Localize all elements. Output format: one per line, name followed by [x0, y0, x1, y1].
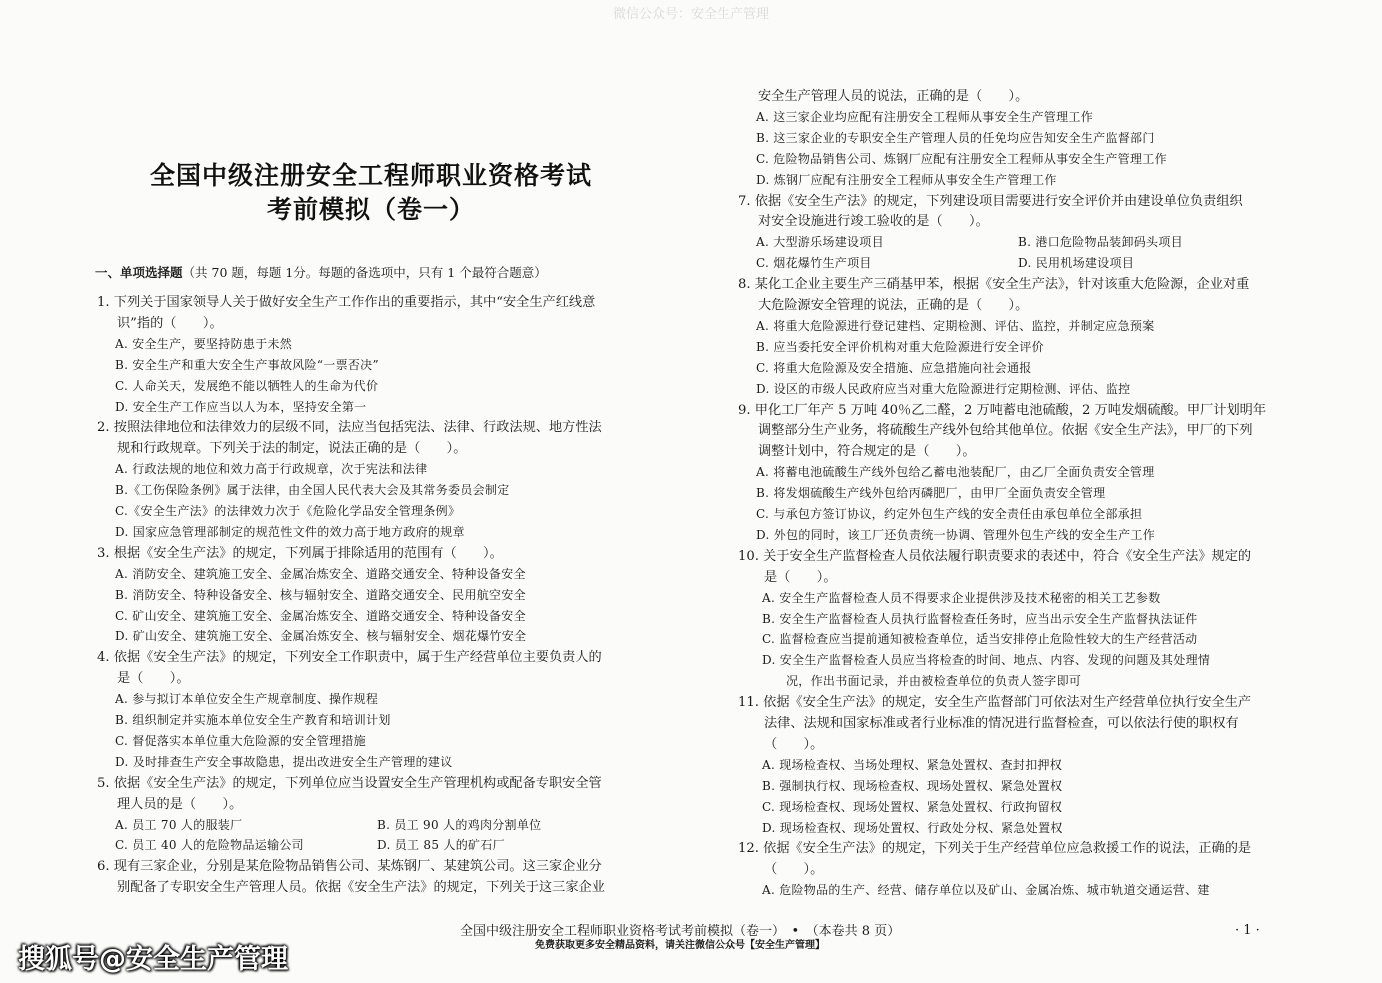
question-text: 2. 按照法律地位和法律效力的层级不同，法应当包括宪法、法律、行政法规、地方性法	[97, 420, 602, 436]
answer-option: C. 与承包方签订协议，约定外包生产线的安全责任由承包单位全部承担	[756, 507, 1143, 521]
page-number: · 1 ·	[1235, 923, 1260, 938]
answer-option: B. 这三家企业的专职安全生产管理人员的任免均应告知安全生产监督部门	[756, 130, 1155, 145]
answer-option: D. 员工 85 人的矿石厂	[377, 838, 505, 853]
answer-option: A. 将蓄电池硫酸生产线外包给乙蓄电池装配厂，由乙厂全面负责安全管理	[756, 465, 1155, 480]
answer-option: C. 矿山安全、建筑施工安全、金属冶炼安全、道路交通安全、特种设备安全	[115, 608, 526, 623]
answer-option: C. 督促落实本单位重大危险源的安全管理措施	[115, 733, 366, 748]
answer-option: B. 员工 90 人的鸡肉分割单位	[377, 817, 542, 832]
footer-note: 免费获取更多安全精品资料，请关注微信公众号【安全生产管理】	[535, 940, 825, 951]
answer-option: A. 参与拟订本单位安全生产规章制度、操作规程	[115, 692, 379, 707]
question-text: 是（ ）。	[764, 569, 837, 585]
answer-option: A. 安全生产监督检查人员不得要求企业提供涉及技术秘密的相关工艺参数	[762, 590, 1161, 605]
answer-option: D. 矿山安全、建筑施工安全、金属冶炼安全、核与辐射安全、烟花爆竹安全	[115, 629, 527, 644]
question-text: 是（ ）。	[117, 671, 190, 687]
question-text: 3. 根据《安全生产法》的规定，下列属于排除适用的范围有（ ）。	[97, 545, 503, 561]
answer-option: D. 安全生产监督检查人员应当将检查的时间、地点、内容、发现的问题及其处理情	[762, 653, 1211, 668]
question-text: 6. 现有三家企业，分别是某危险物品销售公司、某炼钢厂、某建筑公司。这三家企业分	[97, 859, 602, 875]
question-text: 10. 关于安全生产监督检查人员依法履行职责要求的表述中，符合《安全生产法》规定的	[738, 548, 1252, 564]
answer-option: D. 国家应急管理部制定的规范性文件的效力高于地方政府的规章	[115, 524, 465, 539]
answer-option: B. 安全生产监督检查人员执行监督检查任务时，应当出示安全生产监督执法证件	[762, 611, 1198, 626]
answer-option: D. 设区的市级人民政府应当对重大危险源进行定期检测、评估、监控	[756, 381, 1131, 396]
answer-option: B. 强制执行权、现场检查权、现场处置权、紧急处置权	[762, 778, 1063, 793]
answer-option: B. 将发烟硫酸生产线外包给丙磷肥厂，由甲厂全面负责安全管理	[756, 486, 1106, 501]
question-text: 安全生产管理人员的说法，正确的是（ ）。	[758, 89, 1029, 104]
answer-option: A. 现场检查权、当场处理权、紧急处置权、查封扣押权	[762, 757, 1063, 772]
page-title-line-2: 考前模拟（卷一）	[266, 195, 475, 224]
question-text: 对安全设施进行竣工验收的是（ ）。	[758, 214, 989, 230]
answer-option: B. 组织制定并实施本单位安全生产教育和培训计划	[115, 713, 391, 727]
question-text: 7. 依据《安全生产法》的规定，下列建设项目需要进行安全评价并由建设单位负责组织	[738, 193, 1243, 209]
answer-option: A. 大型游乐场建设项目	[756, 235, 884, 250]
question-text: 大危险源安全管理的说法，正确的是（ ）。	[758, 298, 1029, 313]
section-heading	[95, 263, 547, 281]
question-text: 调整计划中，符合规定的是（ ）。	[758, 444, 976, 460]
question-text: （ ）。	[764, 862, 824, 878]
question-text: 5. 依据《安全生产法》的规定，下列单位应当设置安全生产管理机构或配备专职安全管	[97, 775, 602, 791]
question-text: 11. 依据《安全生产法》的规定，安全生产监督部门可依法对生产经营单位执行安全生产	[738, 695, 1252, 711]
question-text: 理人员的是（ ）。	[117, 796, 243, 812]
answer-option: A. 将重大危险源进行登记建档、定期检测、评估、监控，并制定应急预案	[756, 318, 1155, 333]
answer-option: C.《安全生产法》的法律效力次于《危险化学品安全管理条例》	[115, 504, 461, 518]
question-text: 1. 下列关于国家领导人关于做好安全生产工作作出的重要指示，其中“安全生产红线意	[97, 295, 596, 310]
question-text: 法律、法规和国家标准或者行业标准的情况进行监督检查，可以依法行使的职权有	[764, 716, 1239, 731]
answer-option: D. 及时排查生产安全事故隐患，提出改进安全生产管理的建议	[115, 754, 453, 769]
question-text: 识”指的（ ）。	[117, 315, 223, 331]
section-heading-note: （共 70 题，每题 1分。每题的备选项中，只有 1 个最符合题意）	[182, 265, 547, 280]
answer-option: B. 港口危险物品装卸码头项目	[1018, 235, 1183, 250]
answer-option: D. 炼钢厂应配有注册安全工程师从事安全生产管理工作	[756, 172, 1057, 187]
answer-option: A. 行政法规的地位和效力高于行政规章，次于宪法和法律	[115, 462, 428, 477]
question-text: 8. 某化工企业主要生产三硝基甲苯，根据《安全生产法》，针对该重大危险源，企业对重	[738, 277, 1250, 293]
answer-option: A. 消防安全、建筑施工安全、金属冶炼安全、道路交通安全、特种设备安全	[115, 566, 526, 581]
question-text: （ ）。	[764, 736, 824, 752]
answer-option: B. 安全生产和重大安全生产事故风险“一票否决”	[115, 357, 379, 372]
answer-option: C. 监督检查应当提前通知被检查单位，适当安排停止危险性较大的生产经营活动	[762, 632, 1198, 647]
answer-option: C. 人命关天，发展绝不能以牺牲人的生命为代价	[115, 378, 379, 393]
answer-option: D. 现场检查权、现场处置权、行政处分权、紧急处置权	[762, 820, 1063, 835]
question-text: 4. 依据《安全生产法》的规定，下列安全工作职责中，属于生产经营单位主要负责人的	[97, 650, 602, 666]
answer-option: D. 外包的同时，该工厂还负责统一协调、管理外包生产线的安全生产工作	[756, 527, 1156, 542]
corner-watermark: 搜狐号@安全生产管理	[18, 944, 288, 975]
answer-option: C. 危险物品销售公司、炼钢厂应配有注册安全工程师从事安全生产管理工作	[756, 151, 1167, 166]
answer-option: C. 烟花爆竹生产项目	[756, 256, 872, 271]
answer-option: A. 危险物品的生产、经营、储存单位以及矿山、金属冶炼、城市轨道交通运营、建	[762, 883, 1210, 898]
answer-option: C. 将重大危险源及安全措施、应急措施向社会通报	[756, 360, 1032, 375]
answer-option: A. 这三家企业均应配有注册安全工程师从事安全生产管理工作	[756, 109, 1093, 124]
answer-option: D. 民用机场建设项目	[1018, 256, 1135, 271]
question-text: 规和行政规章。下列关于法的制定，说法正确的是（ ）。	[117, 441, 467, 457]
footer-title: 全国中级注册安全工程师职业资格考试考前模拟（卷一） • （本卷共 8 页）	[460, 924, 901, 939]
page-title-line-1: 全国中级注册安全工程师职业资格考试	[149, 161, 592, 190]
answer-option: C. 现场检查权、现场处置权、紧急处置权、行政拘留权	[762, 799, 1063, 814]
answer-option: A. 安全生产，要坚持防患于未然	[115, 336, 293, 351]
top-watermark: 微信公众号：安全生产管理	[612, 7, 769, 22]
answer-option: B. 应当委托安全评价机构对重大危险源进行安全评价	[756, 339, 1044, 354]
answer-option: B. 消防安全、特种设备安全、核与辐射安全、道路交通安全、民用航空安全	[115, 587, 526, 602]
question-text: 别配备了专职安全生产管理人员。依据《安全生产法》的规定，下列关于这三家企业	[117, 880, 605, 896]
answer-option: B.《工伤保险条例》属于法律，由全国人民代表大会及其常务委员会制定	[115, 483, 510, 498]
answer-option: C. 员工 40 人的危险物品运输公司	[115, 838, 304, 853]
question-text: 12. 依据《安全生产法》的规定，下列关于生产经营单位应急救援工作的说法，正确的是	[738, 841, 1252, 857]
answer-option: 况，作出书面记录，并由被检查单位的负责人签字即可	[786, 674, 1082, 689]
question-text: 9. 甲化工厂年产 5 万吨 40％乙二醛，2 万吨蓄电池硫酸，2 万吨发烟硫酸。甲厂计划明年	[738, 402, 1267, 418]
question-text: 调整部分生产业务，将硫酸生产线外包给其他单位。依据《安全生产法》，甲厂的下列	[758, 423, 1253, 439]
answer-option: A. 员工 70 人的服装厂	[115, 817, 243, 832]
answer-option: D. 安全生产工作应当以人为本，坚持安全第一	[115, 399, 367, 414]
section-heading-label: 一、单项选择题	[95, 265, 183, 280]
